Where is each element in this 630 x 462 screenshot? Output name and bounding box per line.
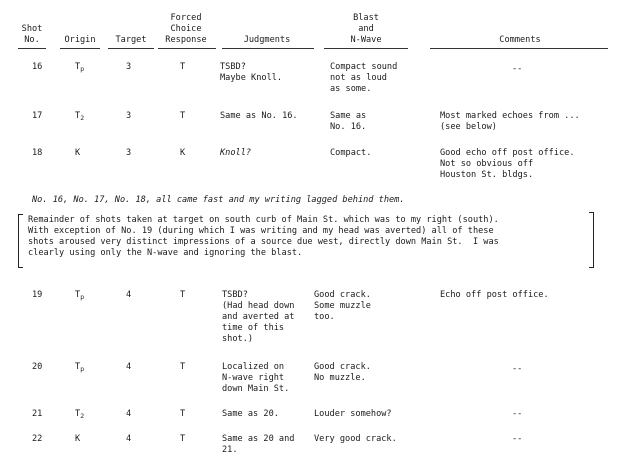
origin-cell: K — [75, 148, 81, 158]
header-forced-choice: Forced Choice Response — [165, 13, 207, 45]
comments-cell: Most marked echoes from ... (see below) — [440, 111, 580, 132]
origin-cell: $T_p$ — [75, 62, 85, 73]
shot-number: 18 — [32, 148, 43, 158]
blast-cell: Louder somehow? — [314, 409, 392, 419]
header-rule — [60, 48, 100, 49]
origin-cell: $T_p$ — [75, 290, 85, 301]
response-cell: T — [180, 290, 186, 300]
origin-cell: K — [75, 434, 81, 444]
judgments-cell: TSBD? (Had head down and averted at time of this shot.) — [222, 290, 295, 344]
shot-number: 21 — [32, 409, 43, 419]
blast-cell: Very good crack. — [314, 434, 397, 444]
judgments-cell: Same as 20. — [222, 409, 279, 419]
comments-cell: Echo off post office. — [440, 290, 549, 300]
shot-number: 20 — [32, 362, 43, 372]
header-target: Target — [115, 35, 147, 45]
header-judgments: Judgments — [243, 35, 291, 45]
comments-cell: -- — [512, 434, 523, 444]
header-comments: Comments — [499, 35, 541, 45]
header-rule — [18, 48, 46, 49]
header-shot: Shot No. — [21, 24, 43, 45]
response-cell: K — [180, 148, 186, 158]
target-cell: 3 — [126, 62, 132, 72]
judgments-cell: Same as 20 and 21. — [222, 434, 295, 455]
shot-number: 22 — [32, 434, 43, 444]
header-rule — [158, 48, 216, 49]
origin-cell: $T_p$ — [75, 362, 85, 373]
target-cell: 4 — [126, 409, 132, 419]
header-origin: Origin — [64, 35, 96, 45]
note-timing: No. 16, No. 17, No. 18, all came fast and my writing lagged behind them. — [32, 195, 405, 205]
judgments-cell: Same as No. 16. — [220, 111, 298, 121]
header-rule — [430, 48, 608, 49]
judgments-cell: Localized on N-wave right down Main St. — [222, 362, 290, 394]
comments-cell: -- — [512, 409, 523, 419]
shot-number: 17 — [32, 111, 43, 121]
blast-cell: Compact. — [330, 148, 372, 158]
right-bracket — [589, 212, 594, 268]
response-cell: T — [180, 409, 186, 419]
response-cell: T — [180, 62, 186, 72]
header-blast: Blast and N-Wave — [350, 13, 382, 45]
header-rule — [222, 48, 314, 49]
note-remainder: Remainder of shots taken at target on south curb of Main St. which was to my right (south). With exception of No. 19 (during which I was writing and my head was averted) all of these shots aroused very distinct impressions of a source due west, directly down Main St. I was clearly using only the N-wave and ignoring the blast. — [28, 215, 499, 258]
header-rule — [324, 48, 408, 49]
response-cell: T — [180, 362, 186, 372]
judgments-cell: Knoll? — [220, 148, 252, 158]
comments-cell: Good echo off post office. Not so obvious off Houston St. bldgs. — [440, 148, 575, 180]
blast-cell: Good crack. Some muzzle too. — [314, 290, 371, 322]
target-cell: 3 — [126, 111, 132, 121]
response-cell: T — [180, 111, 186, 121]
comments-cell: -- — [512, 64, 523, 74]
blast-cell: Good crack. No muzzle. — [314, 362, 371, 383]
blast-cell: Compact sound not as loud as some. — [330, 62, 398, 94]
target-cell: 4 — [126, 434, 132, 444]
response-cell: T — [180, 434, 186, 444]
left-bracket — [18, 214, 23, 268]
target-cell: 4 — [126, 290, 132, 300]
origin-cell: $T_2$ — [75, 409, 85, 420]
origin-cell: $T_2$ — [75, 111, 85, 122]
comments-cell: -- — [512, 364, 523, 374]
judgments-cell: TSBD? Maybe Knoll. — [220, 62, 283, 83]
header-rule — [108, 48, 154, 49]
shot-number: 16 — [32, 62, 43, 72]
target-cell: 3 — [126, 148, 132, 158]
target-cell: 4 — [126, 362, 132, 372]
blast-cell: Same as No. 16. — [330, 111, 367, 132]
shot-number: 19 — [32, 290, 43, 300]
